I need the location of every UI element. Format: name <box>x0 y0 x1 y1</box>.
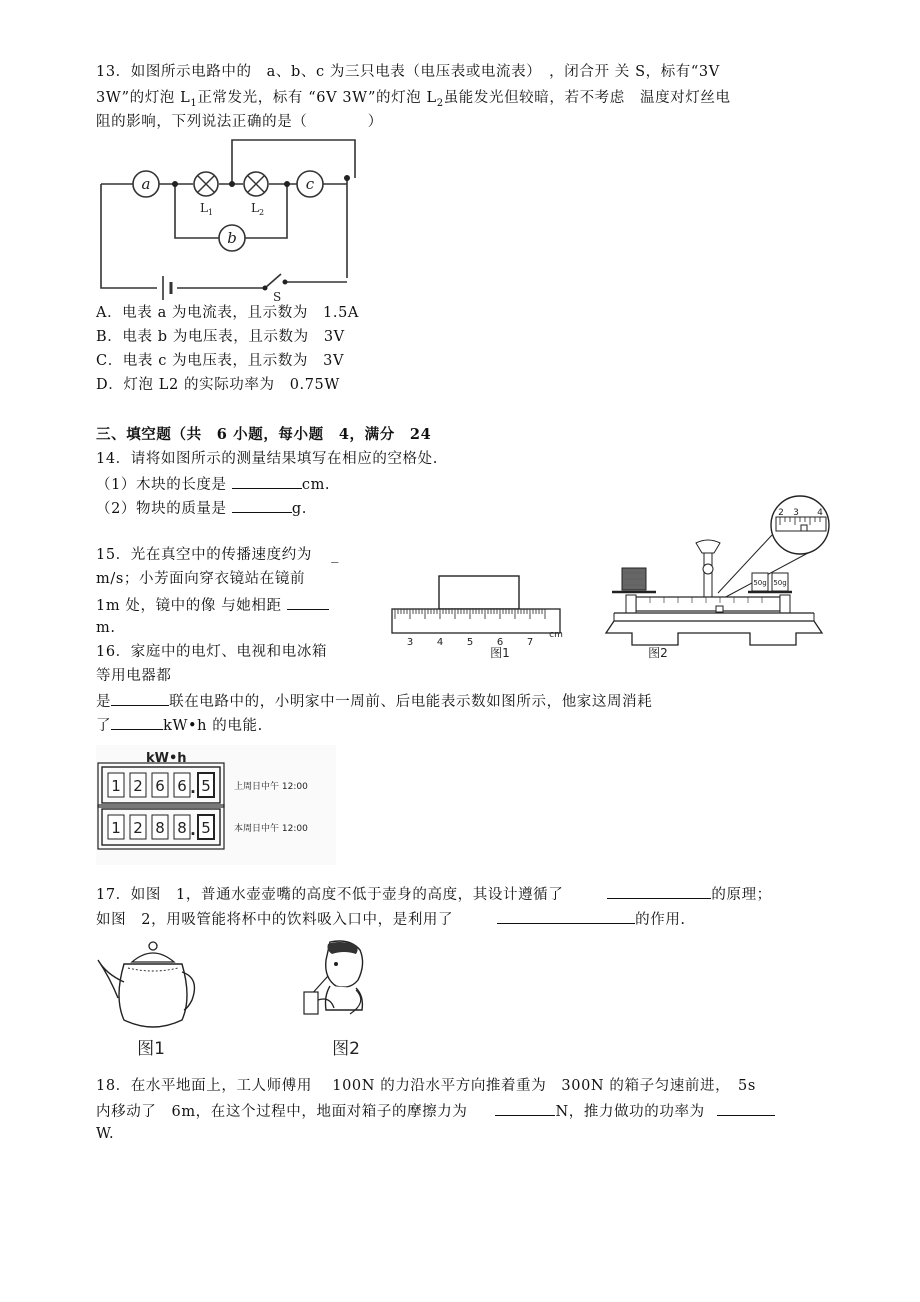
q15-line3 <box>96 594 329 616</box>
q13-line1: 13．如图所示电路中的 a、b、c 为三只电表（电压表或电流表） ，闭合开 关 S，标有“3V <box>96 64 720 80</box>
q17-line2-post: 的作用. <box>635 912 686 928</box>
q13-line2-sub2: 2 <box>436 97 444 109</box>
q18-line3: W. <box>96 1126 115 1142</box>
after-digit: 8 <box>177 819 187 837</box>
q16-energy-blank[interactable] <box>111 714 163 730</box>
q17-line1 <box>96 883 772 905</box>
q18-line2-pre: 内移动了 6m，在这个过程中，地面对箱子的摩擦力为 <box>96 1104 468 1120</box>
before-digit: 6 <box>155 777 165 795</box>
weight-label: 50g <box>773 579 787 587</box>
balance-figure <box>600 495 840 660</box>
q13-option-c: C．电表 c 为电压表，且示数为 3V <box>96 353 345 369</box>
q13-option-d: D．灯泡 L2 的实际功率为 0.75W <box>96 377 340 393</box>
q17-effect-blank[interactable] <box>497 908 635 924</box>
q15-line2: m/s；小芳面向穿衣镜站在镜前 <box>96 571 306 587</box>
lamp1-label: L <box>200 201 208 215</box>
after-digit: 2 <box>133 819 143 837</box>
ruler-unit: cm <box>549 630 563 640</box>
q18-power-blank[interactable] <box>717 1100 775 1116</box>
q17-principle-blank[interactable] <box>607 883 711 899</box>
q17-line2-pre: 如图 2，用吸管能将杯中的饮料吸入口中，是利用了 <box>96 912 454 928</box>
electric-meter-figure <box>96 745 336 865</box>
ruler-tick-label: 4 <box>436 637 444 648</box>
inset-tick-label: 2 <box>778 508 784 518</box>
fig2-caption: 图2 <box>648 646 668 660</box>
q17-line1-pre: 17．如图 1，普通水壶壶嘴的高度不低于壶身的高度，其设计遵循了 <box>96 887 564 903</box>
q16-line4 <box>96 714 263 736</box>
q16-line3-pre: 是 <box>96 694 112 710</box>
after-label: 本周日中午 12:00 <box>234 824 308 834</box>
ruler-tick-label: 7 <box>526 637 534 648</box>
q16-line2: 等用电器都 <box>96 668 172 684</box>
q17-line1-post: 的原理； <box>711 887 772 903</box>
q13-option-b: B．电表 b 为电压表，且示数为 3V <box>96 329 345 345</box>
ruler-tick-label: 6 <box>496 637 504 648</box>
circuit-diagram <box>95 140 365 304</box>
q16-line4-post: kW•h 的电能. <box>163 718 263 734</box>
q15-distance-blank[interactable] <box>287 594 329 610</box>
fig1-caption: 图1 <box>490 646 510 660</box>
before-digit: 2 <box>133 777 143 795</box>
q16-line1: 16．家庭中的电灯、电视和电冰箱 <box>96 644 328 660</box>
q13-line2 <box>96 88 731 114</box>
before-digit: 1 <box>111 777 121 795</box>
q15-line1-text: 15．光在真空中的传播速度约为 <box>96 547 312 563</box>
q13-line2-a: 3W”的灯泡 L <box>96 90 191 106</box>
q14-part1-unit: cm. <box>301 477 331 493</box>
after-digit: 1 <box>111 819 121 837</box>
q14-length-blank[interactable] <box>232 473 302 489</box>
q14-part1 <box>96 473 330 495</box>
ruler-tick-label: 3 <box>406 637 414 648</box>
q18-line2 <box>96 1100 775 1122</box>
inset-tick-label: 4 <box>817 508 823 518</box>
q16-connection-blank[interactable] <box>111 690 169 706</box>
switch-label: S <box>273 290 282 304</box>
q15-line4: m. <box>96 620 116 636</box>
meter-c-label: c <box>305 175 315 193</box>
wood-block <box>439 576 519 609</box>
q14-part1-text: （1）木块的长度是 <box>96 477 227 493</box>
q16-line3 <box>96 690 652 712</box>
svg-text:.: . <box>190 779 196 797</box>
weight-label: 50g <box>753 579 767 587</box>
q17-fig2-caption: 图2 <box>332 1039 360 1059</box>
q16-line4-pre: 了 <box>96 718 112 734</box>
teapot-figure <box>96 938 206 1063</box>
q14-stem: 14．请将如图所示的测量结果填写在相应的空格处. <box>96 451 438 467</box>
after-digit: 8 <box>155 819 165 837</box>
q14-part2-unit: g. <box>291 501 307 517</box>
q13-line3: 阻的影响，下列说法正确的是（ ） <box>96 114 383 130</box>
q13-line2-sub1: 1 <box>190 97 198 109</box>
q16-line3-post: 联在电路中的，小明家中一周前、后电能表示数如图所示，他家这周消耗 <box>169 694 653 710</box>
q18-line1: 18．在水平地面上，工人师傅用 100N 的力沿水平方向推着重为 300N 的箱子匀速前进， 5s <box>96 1078 756 1094</box>
straw-figure <box>290 938 400 1063</box>
q17-line2 <box>96 908 686 930</box>
lamp2-label: L <box>251 201 259 215</box>
q18-line2-mid: N，推力做功的功率为 <box>555 1104 705 1120</box>
q14-mass-blank[interactable] <box>232 497 292 513</box>
section3-heading: 三、填空题（共 6 小题，每小题 4，满分 24 <box>96 426 432 443</box>
before-label: 上周日中午 12:00 <box>234 782 308 792</box>
q18-friction-blank[interactable] <box>495 1100 555 1116</box>
inset-tick-label: 3 <box>793 508 799 518</box>
q14-part2 <box>96 497 307 519</box>
q14-part2-text: （2）物块的质量是 <box>96 501 227 517</box>
after-decimal: 5 <box>201 819 211 837</box>
meter-unit: kW•h <box>146 751 187 766</box>
meter-b-label: b <box>227 229 237 247</box>
before-digit: 6 <box>177 777 187 795</box>
q15-line1 <box>96 545 339 565</box>
lamp1-sub: 1 <box>208 208 214 217</box>
q13-line2-c: 正常发光，标有 “6V 3W”的灯泡 L <box>197 90 437 106</box>
q13-line2-e: 虽能发光但较暗，若不考虑 温度对灯丝电 <box>443 90 731 106</box>
q15-speed-blank[interactable]: _ <box>331 547 340 563</box>
ruler-figure <box>390 575 570 660</box>
lamp2-sub: 2 <box>259 208 265 217</box>
meter-a-label: a <box>141 175 151 193</box>
ruler-tick-label: 5 <box>466 637 474 648</box>
svg-text:.: . <box>190 821 196 839</box>
before-decimal: 5 <box>201 777 211 795</box>
q13-option-a: A．电表 a 为电流表，且示数为 1.5A <box>96 305 359 321</box>
q15-line3-text: 1m 处，镜中的像 与她相距 <box>96 598 282 614</box>
q17-fig1-caption: 图1 <box>137 1039 165 1059</box>
